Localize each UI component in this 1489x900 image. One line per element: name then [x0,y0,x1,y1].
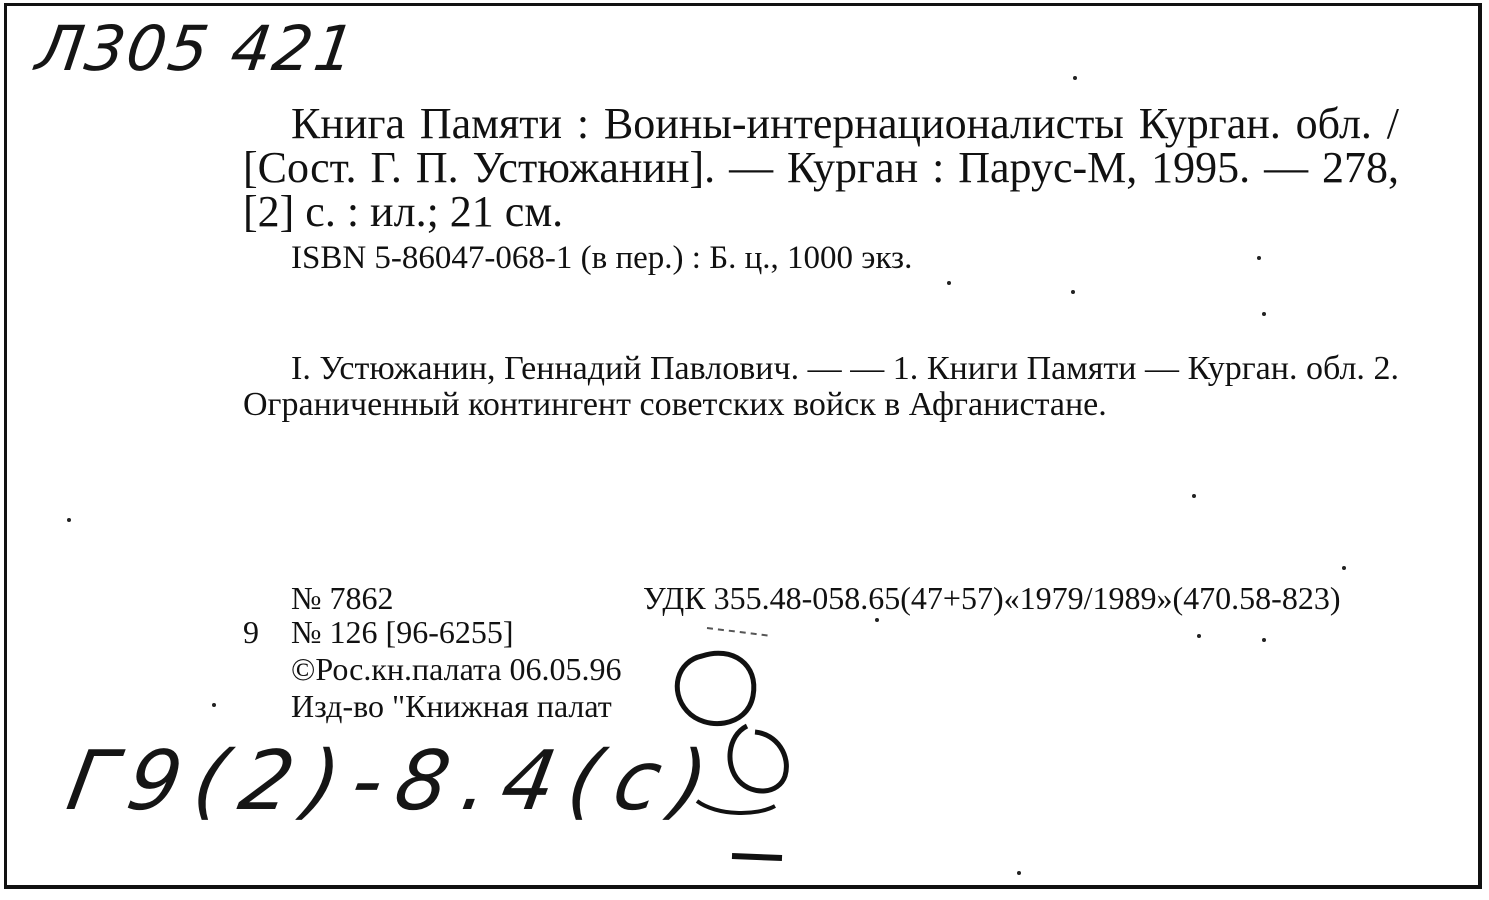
print-speck [875,618,879,622]
print-speck [212,703,216,707]
isbn-line: ISBN 5-86047-068-1 (в пер.) : Б. ц., 1000 экз. [291,240,913,276]
catalog-card [4,3,1482,889]
print-speck [1197,634,1201,638]
publisher-line: Изд-во "Книжная палат [291,688,612,724]
print-speck [1192,494,1196,498]
record-number: № 7862 [291,580,394,616]
print-speck [67,518,71,522]
handwritten-shelf-code: Г9(2)-8.4(с) [60,734,729,829]
print-speck [1073,76,1077,80]
print-speck [1071,290,1075,294]
print-speck [947,281,951,285]
card-mark: 9 [243,614,259,650]
handwritten-call-number: Л305 421 [31,12,362,85]
print-speck [1017,871,1021,875]
copyright-line: ©Рос.кн.палата 06.05.96 [291,651,622,687]
bibliographic-entry: Книга Памяти : Воины-интернационалисты Курган. обл. / [Сост. Г. П. Устюжанин]. — Курган : Парус-М, 1995. — 278,[2] с. : ил.; 21 см. [243,99,1399,236]
print-speck [1342,566,1346,570]
print-speck [1262,638,1266,642]
print-speck [1262,312,1266,316]
order-number: № 126 [96-6255] [291,614,514,650]
subject-headings: I. Устюжанин, Геннадий Павлович. — — 1. Книги Памяти — Курган. обл. 2. Ограниченный контингент советских войск в Афганистане. [243,350,1399,423]
udk-classification: УДК 355.48-058.65(47+57)«1979/1989»(470.58-823) [643,580,1341,616]
print-speck [1257,256,1261,260]
